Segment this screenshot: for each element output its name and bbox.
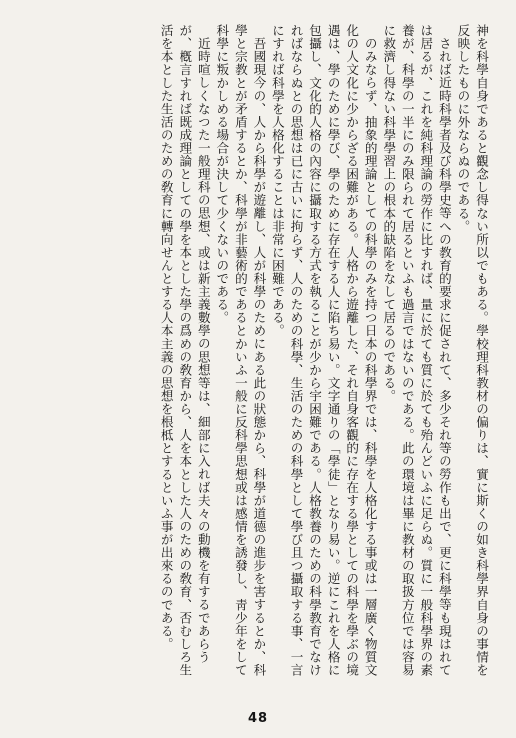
- paragraph-4: 吾國現今の、人から科學が遊離し、人が科學のためにある此の狀態から、科學が道德の進步を害するとか、科學と宗教とが矛盾するとか、科學が非藝術的であるとかいふ一般に反科學思想或は感情を誘發し、靑少年をして科學に叛かしめる場合が決して少くないのである。: [214, 24, 267, 677]
- paragraph-1: 神を科學自身であると觀念し得ない所以でもある。學校理科教材の偏りは、實に斯くの如き科學界自身の事情を反映したものに外ならぬのである。: [455, 24, 489, 677]
- body-text: [34, 24, 490, 684]
- paragraph-5: 近時喧しくなつた一般理科の思想、或は新主義數學の思想等は、細部に入れば夫々の動機を有するであらうが、槪言すれば既成理論としての學を本とした學の爲めの敎育から、人を本とした人のための敎育、否むしろ生活を本とした生活のための敎育に轉向せんとする人本主義の思想を根柢とするといふ事が出來るのである。: [158, 24, 211, 677]
- paragraph-2: されば近時科學者及び科學史等への教育的要求に促されて、多少それ等の勞作も出で、更に科學等も現はれては居るが、これを純科理論の勞作に比すれば、量に於ても質に於ても殆んどいふに足らぬ。質に一般科學界の素養が、科學の一半にのみ限られて居るといふも過言ではないのである。此の環境は畢に教材の取扱方位では容易に救濟し得ない科學學習上の根本的缺陷をなして居るのである。: [381, 24, 452, 677]
- paragraph-3: のみならず、抽象的理論としての科學のみを持つ日本の科學界では、科學を人格化する事或は一層廣く物質文化の人文化に少からざる困難がある。人格から遊離した、それ自身客觀的に存在する學としての科學を學ぶの境遇は、學のために學び、學のために存在する人に陷ち易い。文字通りの「學徒」となり易い。逆にこれを人格に包攝し、文化的人格の內容に攝取する方式を執ることが少から宇困難である。人格教養のための科學教育でなければならぬとの思想は已に古いに拘らず、人のための科學、生活のための科學として學び且つ攝取する事、一言にすれば科學を人格化することは非常に困難である。: [269, 24, 378, 677]
- page-number: 48: [247, 711, 269, 726]
